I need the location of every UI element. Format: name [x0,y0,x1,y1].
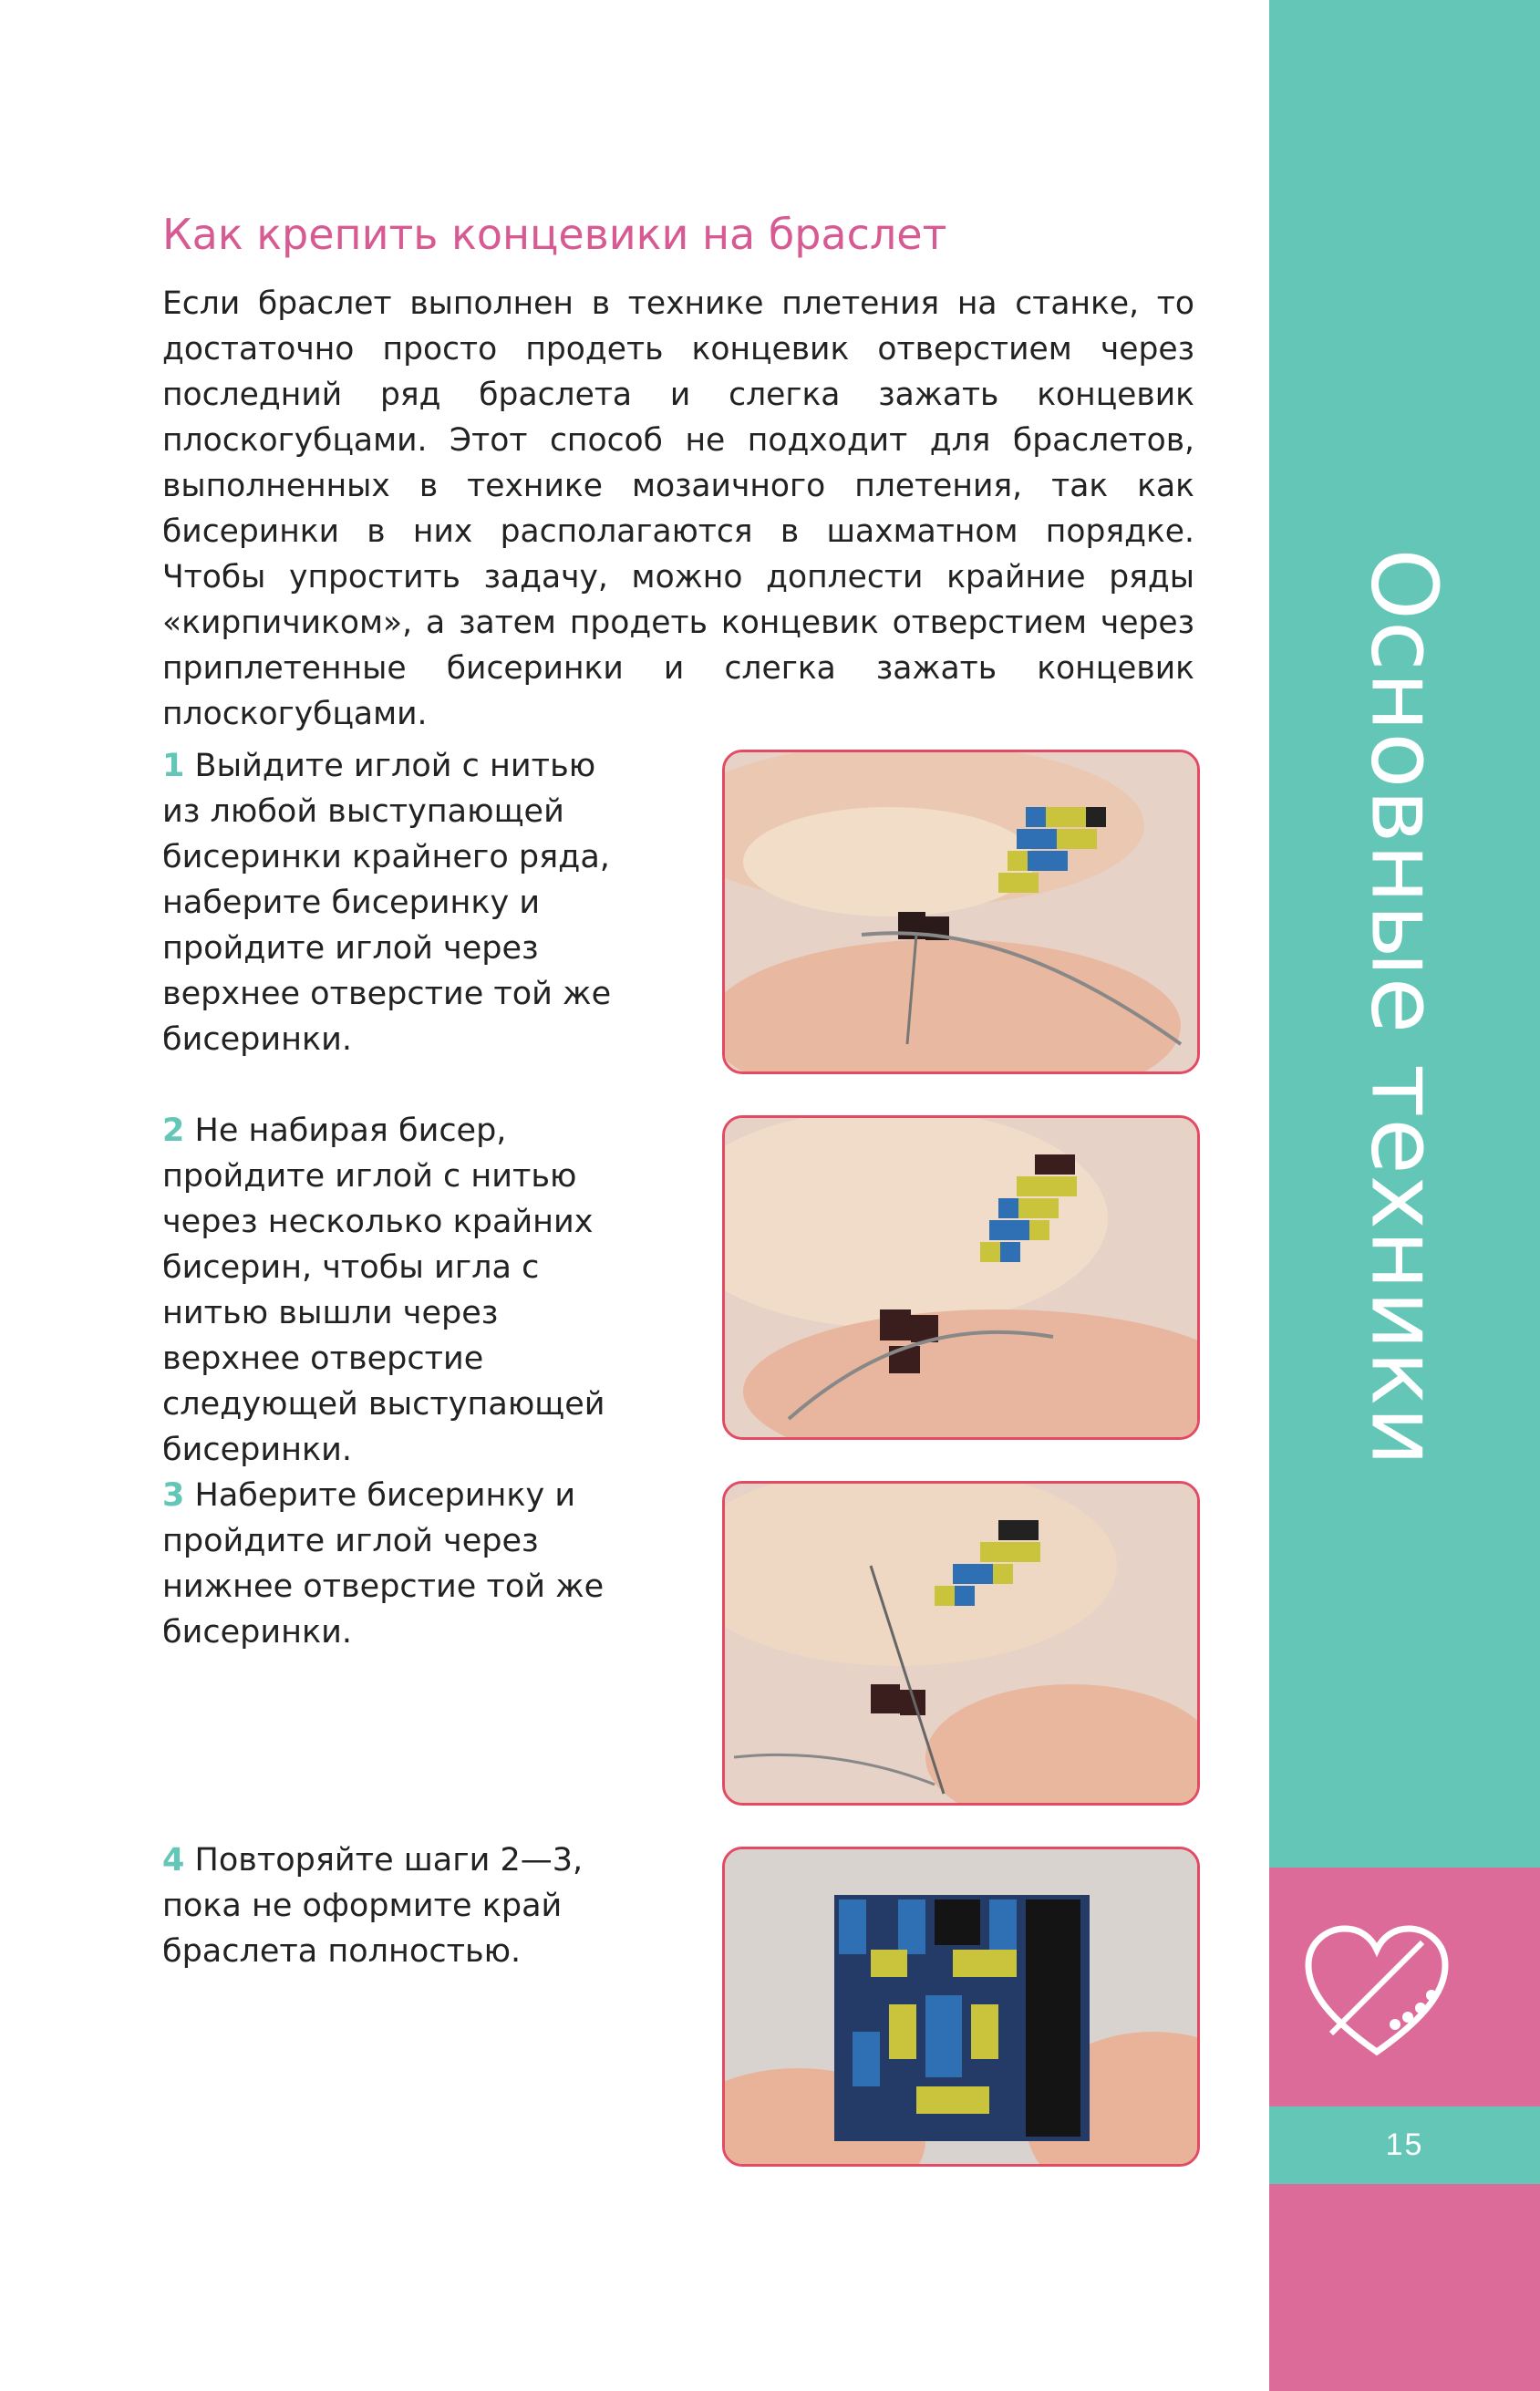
step-2-photo [722,1115,1200,1440]
step-text: Наберите бисеринку и пройдите иглой через нижнее отверстие той же бисеринки. [162,1477,605,1651]
section-title: Как крепить концевики на браслет [162,210,947,259]
step-1-photo [722,750,1200,1074]
step-2 [162,1108,636,1473]
page-number: 15 [1269,2106,1540,2184]
heart-needle-icon [1295,1915,1459,2070]
step-text: Не набирая бисер, пройдите иглой с нитью через несколько крайних бисерин, чтобы игла с нитью вышли через верхнее отверстие следующей выступающей бисеринки. [162,1113,605,1468]
step-1 [162,743,636,1062]
chapter-title: Основные техники [1350,548,1458,1467]
step-4 [162,1837,636,1974]
intro-paragraph: Если браслет выполнен в технике плетения на станке, то достаточно просто продеть концевик отверстием через последний ряд браслета и слегка зажать концевик плоскогубцами. Этот способ не подходит для браслетов, выполненных в технике мозаичного плетения, так как бисеринки в них располагаются в шахматном порядке. Чтобы упростить задачу, можно доплести крайние ряды «кирпичиком», а затем продеть концевик отверстием через приплетенные бисеринки и слегка зажать концевик плоскогубцами. [162,285,1194,732]
step-text: Выйдите иглой с нитью из любой выступающей бисеринки крайнего ряда, наберите бисеринку и пройдите иглой через верхнее отверстие той же бисеринки. [162,748,612,1058]
step-number: 1 [162,748,185,784]
step-4-photo [722,1847,1200,2167]
step-number: 4 [162,1842,185,1879]
step-3-photo [722,1481,1200,1806]
step-number: 2 [162,1113,185,1149]
step-3 [162,1473,636,1655]
step-text: Повторяйте шаги 2—3, пока не оформите край браслета полностью. [162,1842,584,1970]
sidebar-bottom-band [1269,2184,1540,2391]
step-number: 3 [162,1477,185,1514]
